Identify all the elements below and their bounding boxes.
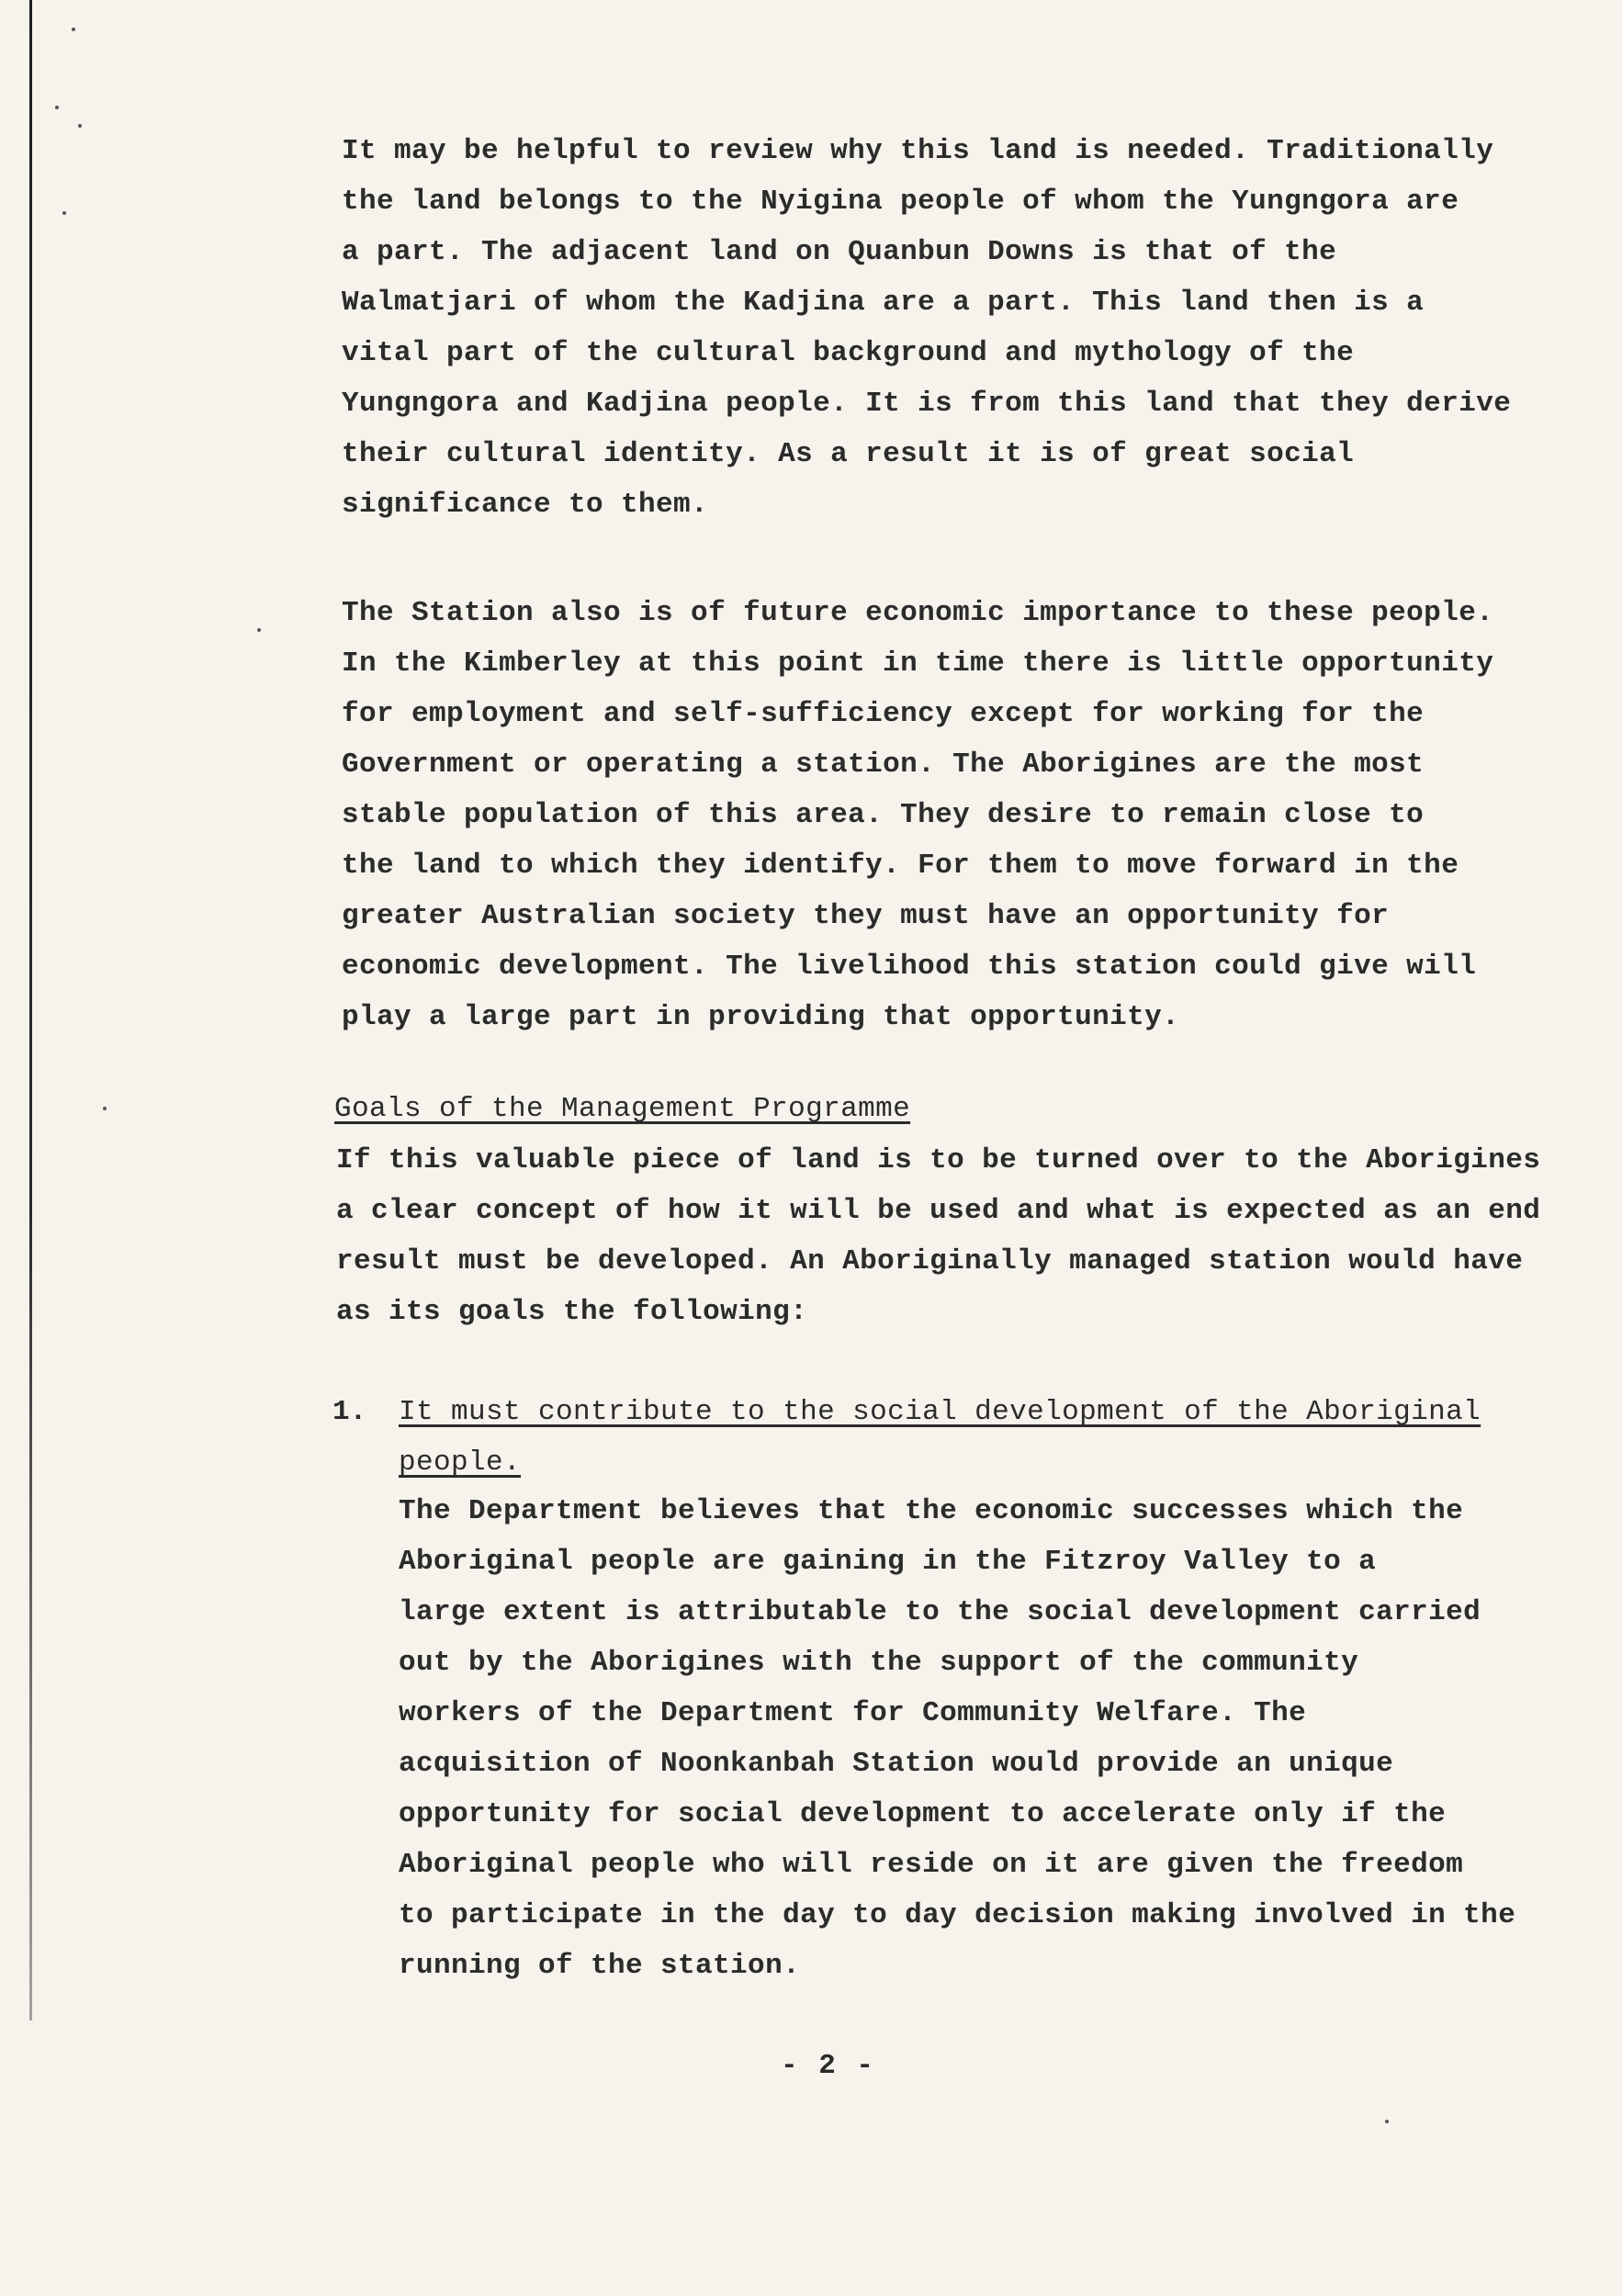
- paragraph-economic-importance: [342, 588, 1526, 1042]
- text-line: large extent is attributable to the social development carried: [399, 1596, 1481, 1628]
- paragraph-land-need: [342, 126, 1526, 530]
- text-line: their cultural identity. As a result it is of great social: [342, 438, 1355, 470]
- text-line: significance to them.: [342, 489, 709, 521]
- text-line: stable population of this area. They desire to remain close to: [342, 799, 1425, 831]
- title-line: people.: [399, 1446, 522, 1479]
- text-line: If this valuable piece of land is to be turned over to the Aborigines: [336, 1144, 1541, 1176]
- text-line: opportunity for social development to accelerate only if the: [399, 1798, 1447, 1830]
- text-line: for employment and self-sufficiency except for working for the: [342, 698, 1425, 730]
- list-item-body: [399, 1486, 1515, 1991]
- text-line: to participate in the day to day decision making involved in the: [399, 1899, 1516, 1931]
- section-heading-goals: Goals of the Management Programme: [334, 1093, 911, 1125]
- text-line: Aboriginal people who will reside on it are given the freedom: [399, 1849, 1464, 1881]
- text-line: Yungngora and Kadjina people. It is from this land that they derive: [342, 388, 1512, 420]
- text-line: result must be developed. An Aboriginally managed station would have: [336, 1245, 1524, 1277]
- text-line: the land belongs to the Nyigina people of whom the Yungngora are: [342, 186, 1459, 218]
- paper-speck: [55, 106, 59, 109]
- binding-margin-line: [29, 0, 32, 2020]
- text-line: The Department believes that the economic successes which the: [399, 1495, 1464, 1527]
- text-line: the land to which they identify. For them to move forward in the: [342, 850, 1459, 882]
- paper-speck: [103, 1107, 107, 1110]
- text-line: greater Australian society they must have an opportunity for: [342, 900, 1390, 932]
- paper-speck: [62, 211, 66, 215]
- text-line: a clear concept of how it will be used and what is expected as an end: [336, 1195, 1541, 1227]
- paragraph-goals-intro: [336, 1135, 1541, 1337]
- text-line: out by the Aborigines with the support of the community: [399, 1647, 1359, 1679]
- text-line: a part. The adjacent land on Quanbun Downs is that of the: [342, 236, 1337, 268]
- text-line: It may be helpful to review why this land is needed. Traditionally: [342, 135, 1494, 167]
- text-line: economic development. The livelihood this station could give will: [342, 951, 1477, 983]
- list-item-title: [399, 1387, 1481, 1488]
- text-line: workers of the Department for Community Welfare. The: [399, 1697, 1307, 1729]
- text-line: Government or operating a station. The Aborigines are the most: [342, 748, 1425, 781]
- text-line: vital part of the cultural background and mythology of the: [342, 337, 1355, 369]
- text-line: play a large part in providing that opportunity.: [342, 1001, 1180, 1033]
- list-item-number: 1.: [332, 1396, 367, 1428]
- paper-speck: [72, 28, 75, 31]
- paper-speck: [257, 628, 261, 632]
- paper-speck: [78, 124, 82, 128]
- text-line: running of the station.: [399, 1950, 801, 1982]
- title-line: It must contribute to the social development of the Aboriginal: [399, 1396, 1481, 1428]
- text-line: acquisition of Noonkanbah Station would provide an unique: [399, 1748, 1394, 1780]
- text-line: The Station also is of future economic importance to these people.: [342, 597, 1494, 629]
- text-line: In the Kimberley at this point in time there is little opportunity: [342, 647, 1494, 680]
- text-line: Walmatjari of whom the Kadjina are a part. This land then is a: [342, 287, 1425, 319]
- paper-speck: [1385, 2120, 1389, 2123]
- text-line: Aboriginal people are gaining in the Fitzroy Valley to a: [399, 1546, 1377, 1578]
- text-line: as its goals the following:: [336, 1296, 808, 1328]
- page-number: - 2 -: [781, 2050, 876, 2082]
